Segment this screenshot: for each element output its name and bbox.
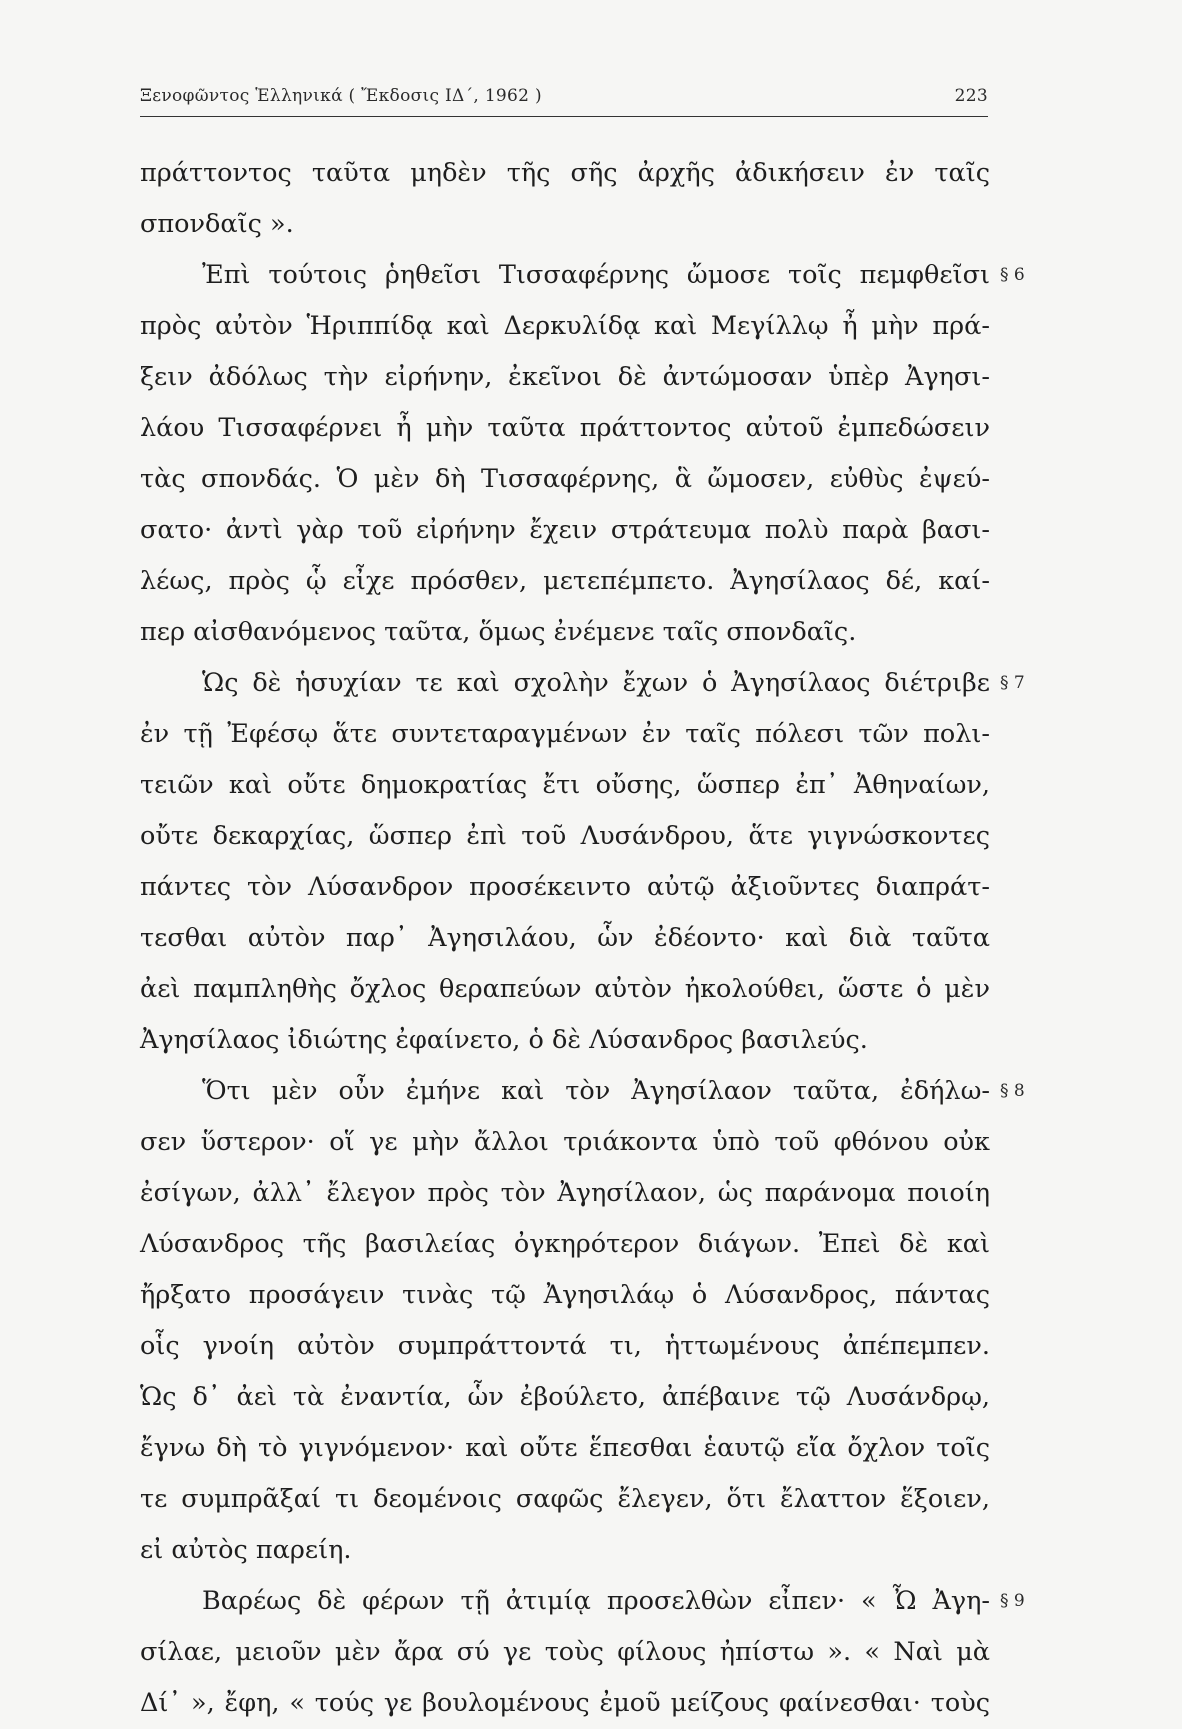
text-line-content: πάντες τὸν Λύσανδρον προσέκειντο αὐτῷ ἀξιοῦντες διαπράτ- [140, 872, 990, 902]
text-line [140, 505, 990, 556]
text-line-content: ἤρξατο προσάγειν τινὰς τῷ Ἀγησιλάῳ ὁ Λύσανδρος, πάντας [140, 1280, 990, 1310]
text-line-content: οὔτε δεκαρχίας, ὥσπερ ἐπὶ τοῦ Λυσάνδρου, ἅτε γιγνώσκοντες [140, 821, 990, 851]
text-line-content: Βαρέως δὲ φέρων τῇ ἀτιμίᾳ προσελθὼν εἶπεν· « Ὦ Ἀγη- [202, 1586, 990, 1616]
text-line [140, 148, 990, 199]
text-line-content: πρὸς αὐτὸν Ἡριππίδᾳ καὶ Δερκυλίδᾳ καὶ Μεγίλλῳ ἦ μὴν πρά- [140, 311, 990, 341]
text-line [140, 199, 990, 250]
text-line [140, 658, 1025, 709]
text-line-content: Ἀγησίλαος ἰδιώτης ἐφαίνετο, ὁ δὲ Λύσανδρος βασιλεύς. [140, 1025, 868, 1055]
text-line [140, 964, 990, 1015]
text-line-content: Ὡς δὲ ἡσυχίαν τε καὶ σχολὴν ἔχων ὁ Ἀγησίλαος διέτριβε [202, 668, 990, 698]
section-marker: § 6 [1000, 265, 1025, 285]
text-line-content: τὰς σπονδάς. Ὁ μὲν δὴ Τισσαφέρνης, ἃ ὤμοσεν, εὐθὺς ἐψεύ- [140, 464, 990, 494]
text-line [140, 811, 990, 862]
section-marker: § 9 [1000, 1591, 1025, 1611]
page-number: 223 [954, 86, 988, 106]
text-line [140, 1219, 990, 1270]
text-line-content: ξειν ἀδόλως τὴν εἰρήνην, ἐκεῖνοι δὲ ἀντώμοσαν ὑπὲρ Ἀγησι- [140, 362, 990, 392]
text-line [140, 454, 990, 505]
text-line [140, 1321, 990, 1372]
text-line-content: ἔγνω δὴ τὸ γιγνόμενον· καὶ οὔτε ἕπεσθαι ἑαυτῷ εἴα ὄχλον τοῖς [140, 1433, 990, 1463]
text-line-content: Δί᾽ », ἔφη, « τούς γε βουλομένους ἐμοῦ μείζους φαίνεσθαι· τοὺς [140, 1688, 990, 1718]
text-line [140, 1066, 1025, 1117]
text-line-content: τειῶν καὶ οὔτε δημοκρατίας ἔτι οὔσης, ὥσπερ ἐπ᾽ Ἀθηναίων, [140, 770, 990, 800]
text-line-content: λάου Τισσαφέρνει ἦ μὴν ταῦτα πράττοντος αὐτοῦ ἐμπεδώσειν [140, 413, 990, 443]
text-line-content: ἐν τῇ Ἐφέσῳ ἅτε συντεταραγμένων ἐν ταῖς πόλεσι τῶν πολι- [140, 719, 990, 749]
text-line [140, 1015, 990, 1066]
text-line-content: Ὅτι μὲν οὖν ἐμήνε καὶ τὸν Ἀγησίλαον ταῦτα, ἐδήλω- [202, 1076, 990, 1106]
text-line [140, 709, 990, 760]
section-marker: § 7 [1000, 673, 1025, 693]
text-line [140, 862, 990, 913]
header-rule [140, 116, 988, 117]
text-line-content: τεσθαι αὐτὸν παρ᾽ Ἀγησιλάου, ὧν ἐδέοντο· καὶ διὰ ταῦτα [140, 923, 990, 953]
text-line-content: λέως, πρὸς ᾧ εἶχε πρόσθεν, μετεπέμπετο. Ἀγησίλαος δέ, καί- [140, 566, 990, 596]
text-line [140, 1423, 990, 1474]
text-line-content: ἐσίγων, ἀλλ᾽ ἔλεγον πρὸς τὸν Ἀγησίλαον, ὡς παράνομα ποιοίη [140, 1178, 990, 1208]
text-line-content: Ὡς δ᾽ ἀεὶ τὰ ἐναντία, ὧν ἐβούλετο, ἀπέβαινε τῷ Λυσάνδρῳ, [140, 1382, 990, 1412]
text-line-content: τε συμπρᾶξαί τι δεομένοις σαφῶς ἔλεγεν, ὅτι ἔλαττον ἕξοιεν, [140, 1484, 990, 1514]
text-line [140, 1627, 990, 1678]
text-line-content: σπονδαῖς ». [140, 209, 294, 239]
text-line-content: ἀεὶ παμπληθὴς ὄχλος θεραπεύων αὐτὸν ἠκολούθει, ὥστε ὁ μὲν [140, 974, 990, 1004]
text-line-content: Ἐπὶ τούτοις ῥηθεῖσι Τισσαφέρνης ὤμοσε τοῖς πεμφθεῖσι [202, 260, 990, 290]
text-line-content: περ αἰσθανόμενος ταῦτα, ὅμως ἐνέμενε ταῖς σπονδαῖς. [140, 617, 857, 647]
text-line-content: εἰ αὐτὸς παρείη. [140, 1535, 352, 1565]
text-line [140, 607, 990, 658]
text-line [140, 250, 1025, 301]
text-line [140, 760, 990, 811]
greek-text-body [140, 148, 1025, 1729]
text-line-content: σίλαε, μειοῦν μὲν ἄρα σύ γε τοὺς φίλους ἠπίστω ». « Ναὶ μὰ [140, 1637, 990, 1667]
text-line [140, 1372, 990, 1423]
text-line-content: πράττοντος ταῦτα μηδὲν τῆς σῆς ἀρχῆς ἀδικήσειν ἐν ταῖς [140, 158, 990, 188]
text-line [140, 1117, 990, 1168]
text-line-content: οἷς γνοίη αὐτὸν συμπράττοντά τι, ἡττωμένους ἀπέπεμπεν. [140, 1331, 990, 1361]
text-line-content: σεν ὕστερον· οἵ γε μὴν ἄλλοι τριάκοντα ὑπὸ τοῦ φθόνου οὐκ [140, 1127, 990, 1157]
text-line [140, 1576, 1025, 1627]
running-head-title: Ξενοφῶντος Ἑλληνικά ( Ἔκδοσις ΙΔ΄, 1962 ) [140, 86, 542, 106]
text-line-content: σατο· ἀντὶ γὰρ τοῦ εἰρήνην ἔχειν στράτευμα πολὺ παρὰ βασι- [140, 515, 990, 545]
text-line [140, 403, 990, 454]
text-line [140, 913, 990, 964]
section-marker: § 8 [1000, 1081, 1025, 1101]
text-line [140, 556, 990, 607]
text-line [140, 1525, 990, 1576]
text-line [140, 1168, 990, 1219]
text-line [140, 1678, 990, 1729]
text-line [140, 352, 990, 403]
text-line [140, 301, 990, 352]
text-line [140, 1270, 990, 1321]
running-head [140, 86, 988, 116]
text-line-content: Λύσανδρος τῆς βασιλείας ὀγκηρότερον διάγων. Ἐπεὶ δὲ καὶ [140, 1229, 990, 1259]
